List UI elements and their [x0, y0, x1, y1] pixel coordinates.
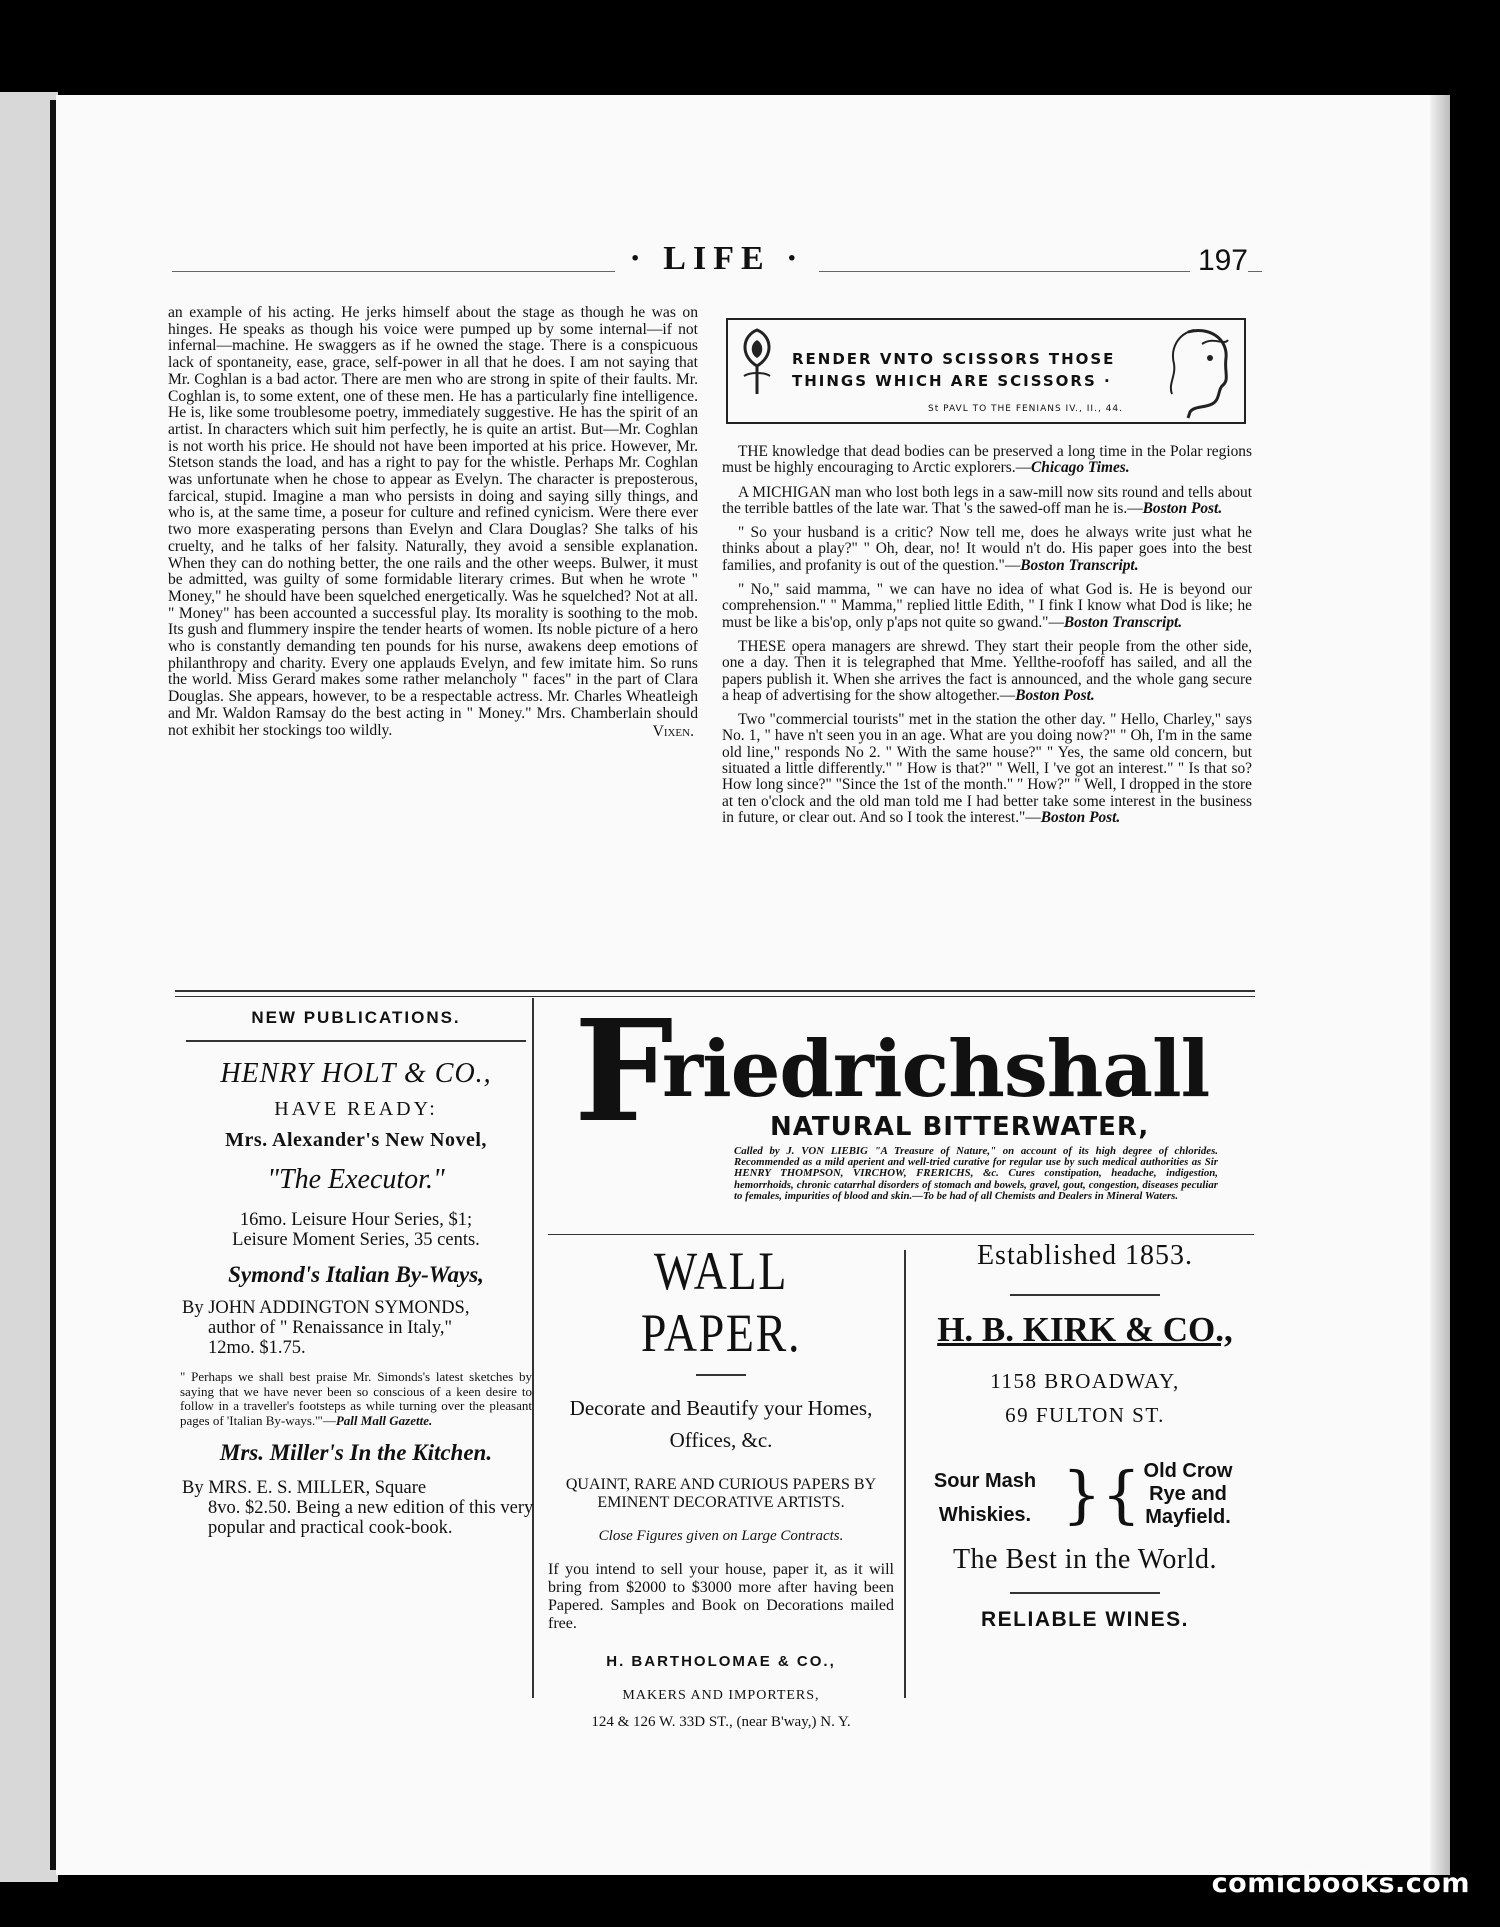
novel-title: Mrs. Alexander's New Novel, — [225, 1129, 487, 1151]
banner-line-1: RENDER VNTO SCISSORS THOSE — [792, 350, 1116, 368]
sour-mash-label: Sour Mash Whiskies. — [933, 1470, 1037, 1526]
kirk-address-line: 69 FULTON ST. — [1005, 1403, 1165, 1427]
publisher-name: HENRY HOLT & CO., — [220, 1058, 492, 1089]
scissors-banner — [726, 318, 1246, 424]
new-publications-ad — [176, 1008, 536, 1550]
sell-house-text: If you intend to sell your house, paper it, as it will bring from $2000 to $3000 more after having been Papered. Samples and Book on Decorations mailed free. — [548, 1561, 894, 1632]
section-divider — [175, 990, 1255, 992]
miller-title: Mrs. Miller's In the Kitchen. — [219, 1440, 493, 1465]
wordmark-rest: riedrichshall — [662, 1024, 1210, 1115]
executor-title: "The Executor." — [267, 1164, 445, 1195]
news-item: Two "commercial tourists" met in the station the other day. " Hello, Charley," says No. 1, " have n't seen you in an age. What are you doing now?" " Oh, I'm in the same old line," responds No 2. " With the same house?" " Yes, the same old concern, but situated a little differently." " How is that?" " Well, I 've got an interest." " Is that so? How long since?" "Since the 1st of the month." " How?" " Well, I dropped in the store at ten o'clock and the old man told me I had better take some interest in the business in future, or clear out. And so I took the interest."—Boston Post. — [722, 711, 1252, 826]
news-items — [722, 444, 1252, 826]
bitterwater-subtitle: NATURAL BITTERWATER, — [770, 1112, 1150, 1142]
ornament-icon — [736, 326, 778, 396]
quote-source: Pall Mall Gazette. — [335, 1412, 433, 1428]
friedrichshall-description: Called by J. VON LIEBIG "A Treasure of Nature," on account of its high degree of chlorides. Recommended as a mild aperient and well-tried curative for regular use by such medical authorities as Sir HENRY THOMPSON, VIRCHOW, FRERICHS, &c. Cures constipation, headache, indigestion, hemorrhoids, chronic catarrhal disorders of stomach and bowels, gravel, gout, congestion, diseases peculiar to females, impurities of blood and skin.—To be had of all Chemists and Dealers in Mineral Waters. — [734, 1145, 1218, 1202]
symonds-price: 12mo. $1.75. — [208, 1338, 306, 1358]
quaint-text: QUAINT, RARE AND CURIOUS PAPERS BY EMINENT DECORATIVE ARTISTS. — [565, 1476, 877, 1511]
masthead — [172, 240, 1262, 278]
brace-icon: }{ — [1062, 1458, 1141, 1531]
short-rule — [1010, 1294, 1160, 1296]
short-rule — [696, 1374, 746, 1376]
site-watermark: comicbooks.com — [1211, 1868, 1470, 1899]
review-text: an example of his acting. He jerks himself about the stage as though he was on hinges. He speaks as though his voice were pumped up by some internal—if not infernal—machine. He swaggers as if he owned the stage. There is a conspicuous lack of spontaneity, ease, grace, self-power in all that he does. I am not saying that Mr. Coghlan is a bad actor. There are men who are strong in spite of their faults. Mr. Coghlan is, to some extent, one of these men. He has a particularly fine intelligence. He is, like some troublesome poetry, immediately suggestive. He has the spirit of an artist. In characters which suit him perfectly, he is quite an artist. But—Mr. Coghlan is not worth his price. He should not have been imported at his price. However, Mr. Stetson stands the load, and has a right to pay for the whistle. Perhaps Mr. Coghlan was unfortunate when he chose to appear as Evelyn. The character is preposterous, farcical, stupid. Imagine a man who persists in doing and saying silly things, and who is, at the same time, a poseur for culture and refined cynicism. Were there ever two more exasperating persons than Evelyn and Clara Douglas? She talks of his cruelty, and he talks of her falsity. Naturally, they avoid a sensible explanation. When they can do nothing better, the one rails and the other weeps. Bulwer, it must be admitted, was guilty of some formidable literary crimes. But when he wrote " Money," he should have been squelched energetically. Was he squelched? Not at all. " Money" has been accounted a successful play. Its morality is soothing to the mob. Its gush and flummery inspire the tender hearts of women. Its noble picture of a hero who is constantly demanding ten pounds for his nurse, awakens deep emotions of philanthropy and charity. Every one applauds Evelyn, and few imitate him. So runs the world. Miss Gerard makes some rather melancholy " faces" in the part of Clara Douglas. She appears, however, to be a respectable actress. Mr. Charles Wheatleigh and Mr. Waldon Ramsay do the best acting in " Money." Mrs. Chamberlain should not exhibit her stockings too wildly. — [168, 304, 698, 739]
friedrichshall-ad — [574, 990, 1224, 1230]
miller-author-line: By MRS. E. S. MILLER, Square — [182, 1478, 427, 1498]
kirk-address-line: 1158 BROADWAY, — [990, 1369, 1180, 1393]
title-rule — [186, 1040, 526, 1042]
banner-line-2: THINGS WHICH ARE SCISSORS · — [792, 372, 1112, 390]
banner-citation: St PAVL TO THE FENIANS IV., II., 44. — [928, 404, 1123, 414]
masthead-text: · LIFE · — [615, 240, 818, 277]
series-line: 16mo. Leisure Hour Series, $1; — [239, 1210, 473, 1230]
ad-column-divider — [904, 1250, 906, 1698]
bartholomae-firm: H. BARTHOLOMAE & CO., — [606, 1653, 836, 1670]
wall-paper-ad — [544, 1240, 898, 1731]
established-year: Established 1853. — [976, 1240, 1194, 1271]
makers-importers: MAKERS AND IMPORTERS, — [622, 1688, 820, 1703]
symonds-author-line: By JOHN ADDINGTON SYMONDS, — [182, 1298, 470, 1318]
new-publications-title: NEW PUBLICATIONS. — [251, 1008, 461, 1027]
short-rule — [1010, 1592, 1160, 1594]
review-column — [168, 305, 698, 741]
symonds-credit-line: author of " Renaissance in Italy," — [208, 1318, 453, 1338]
best-in-world: The Best in the World. — [952, 1544, 1218, 1575]
page-header — [172, 240, 1262, 290]
symonds-title: Symond's Italian By-Ways, — [228, 1262, 484, 1287]
miller-byline — [176, 1478, 536, 1538]
bartholomae-address: 124 & 126 W. 33D ST., (near B'way,) N. Y. — [591, 1714, 851, 1730]
kirk-ad — [910, 1240, 1260, 1632]
kirk-address — [910, 1364, 1260, 1432]
review-signature: Vixen. — [652, 723, 694, 741]
scissors-column — [722, 318, 1252, 834]
reliable-wines: RELIABLE WINES. — [980, 1608, 1189, 1631]
wall-paper-title: WALL PAPER. — [640, 1241, 802, 1363]
news-item: THESE opera managers are shrewd. They start their people from the other side, one a day. Then it is telegraphed that Mme. Yellthe-roofoff has sailed, and all the papers publish it. When she arrives the fact is announced, and the whole gang secure a heap of advertising for the show altogether.—Boston Post. — [722, 637, 1252, 704]
close-figures: Close Figures given on Large Contracts. — [598, 1528, 844, 1544]
kirk-company-name: H. B. KIRK & CO., — [937, 1310, 1233, 1349]
profile-face-icon — [1158, 324, 1238, 420]
wordmark-initial: F — [574, 990, 673, 1154]
series-prices — [176, 1210, 536, 1250]
news-item: " So your husband is a critic? Now tell me, does he always write just what he thinks about a play?" " Oh, dear, no! It would n't do. His paper goes into the best families, and profanity is out of the question."—Boston Transcript. — [722, 524, 1252, 574]
section-divider-thin — [175, 996, 1255, 997]
news-item: " No," said mamma, " we can have no idea of what God is. He is beyond our comprehension." " Mamma," replied little Edith, " I fink I know what Dod is like; he must be like a bis'op, only p'aps not quite so gwand."—Boston Transcript. — [722, 581, 1252, 631]
symonds-byline — [176, 1298, 536, 1358]
news-item: A MICHIGAN man who lost both legs in a saw-mill now sits round and tells about the terrible battles of the late war. That 's the sawed-off man he is.—Boston Post. — [722, 483, 1252, 517]
news-item: THE knowledge that dead bodies can be preserved a long time in the Polar regions must be highly encouraging to Arctic explorers.—Chicago Times. — [722, 443, 1252, 477]
page-edge-shadow — [1430, 95, 1450, 1875]
whiskey-brands: Old Crow Rye and Mayfield. — [1143, 1460, 1233, 1528]
have-ready: HAVE READY: — [274, 1098, 438, 1120]
banner-motto — [792, 348, 1115, 392]
decorate-text: Decorate and Beautify your Homes, Offices, &c. — [569, 1396, 873, 1452]
series-line: Leisure Moment Series, 35 cents. — [232, 1230, 480, 1250]
whiskey-listing — [910, 1460, 1260, 1530]
miller-description: 8vo. $2.50. Being a new edition of this very popular and practical cook-book. — [208, 1498, 534, 1538]
ad-row-divider — [548, 1234, 1254, 1235]
review-quote: " Perhaps we shall best praise Mr. Simonds's latest sketches by saying that we have never been so conscious of a keen desire to follow in a traveller's footsteps as while turning over the pleasant pages of 'Italian By-ways.'"—Pall Mall Gazette. — [180, 1369, 532, 1428]
page-number: 197 — [1190, 244, 1248, 278]
